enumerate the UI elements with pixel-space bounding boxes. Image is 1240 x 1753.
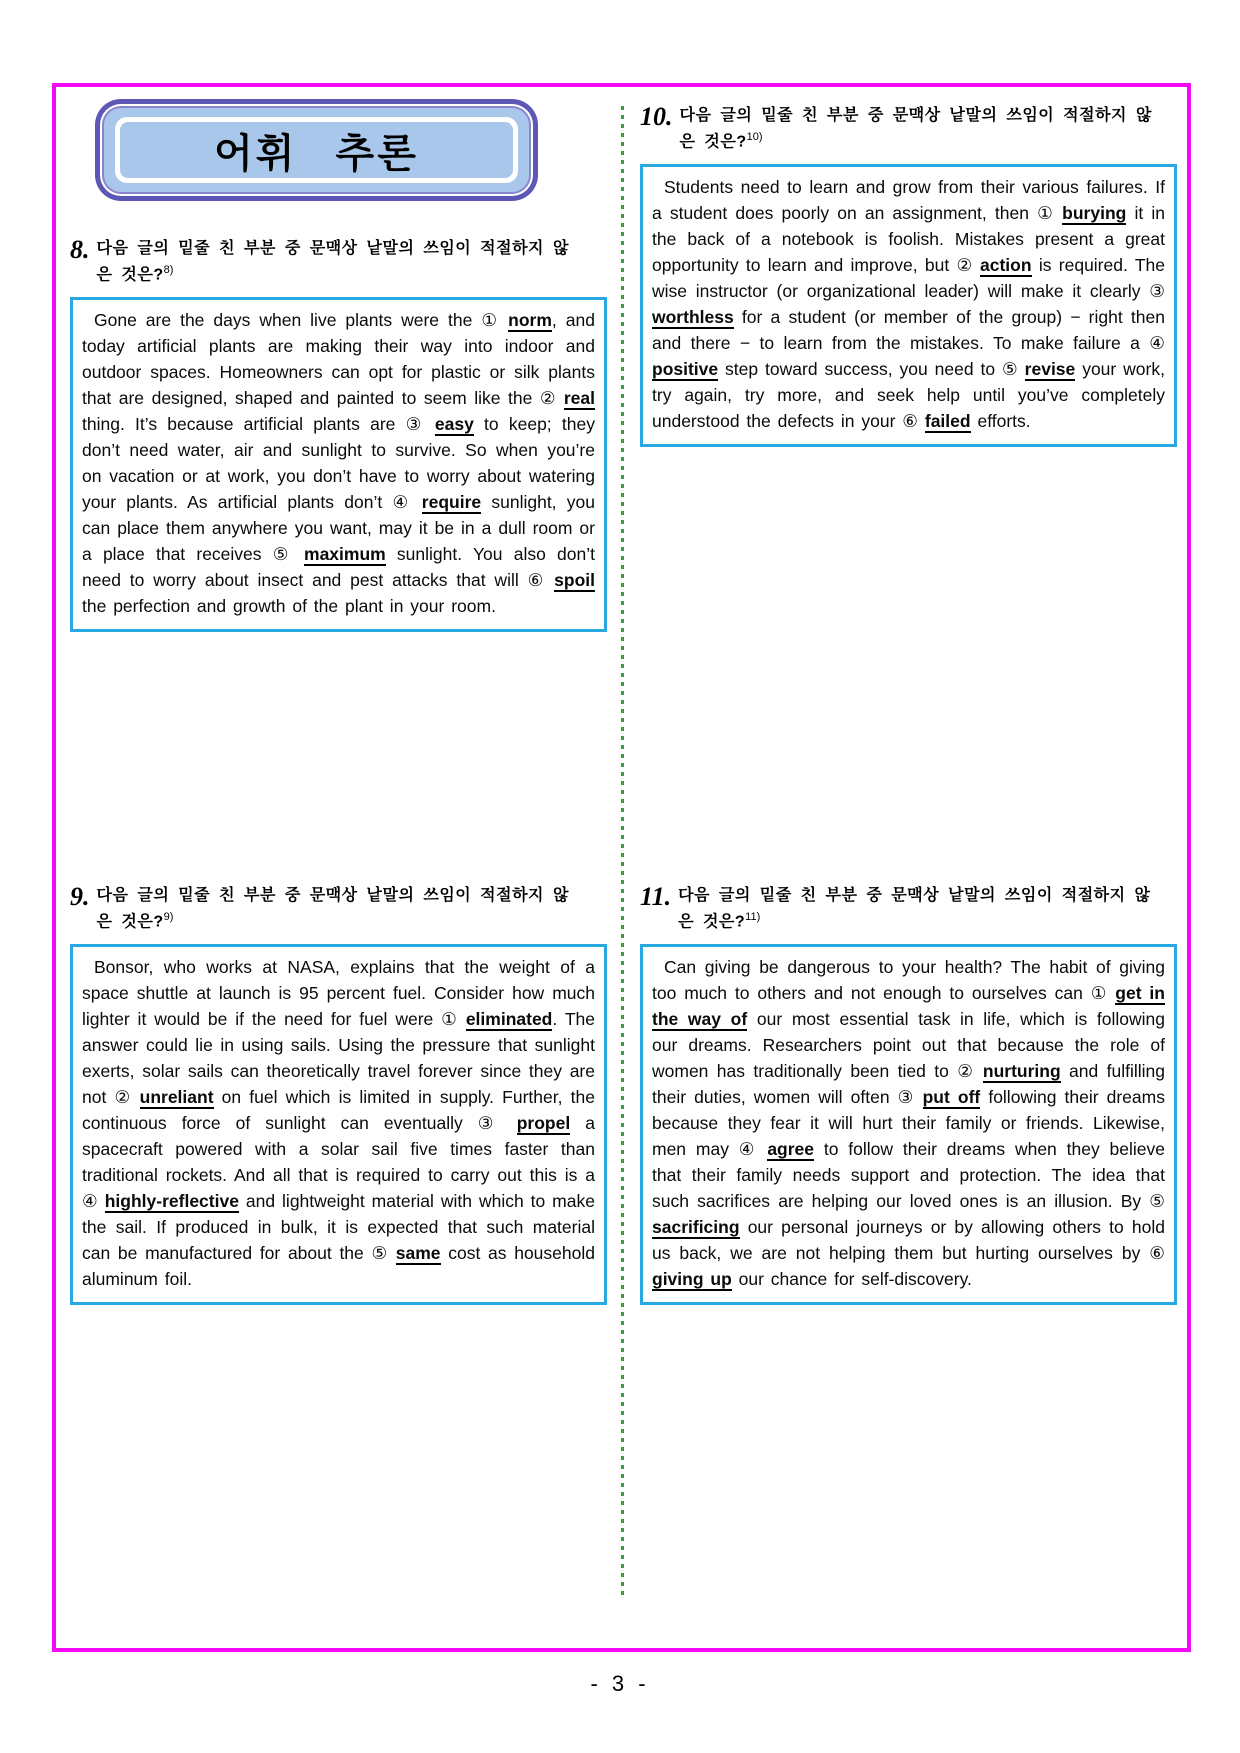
underlined-choice-word: same: [395, 1242, 441, 1263]
question-8-number: 8.: [70, 235, 90, 264]
question-9: [70, 884, 607, 1305]
underlined-choice-word: positive: [652, 358, 719, 379]
banner-ring-inner-white: [115, 117, 518, 183]
choice-number: ②: [114, 1086, 132, 1107]
question-11-prompt: [678, 884, 1164, 935]
underlined-choice-word: real: [563, 387, 595, 408]
question-10-number: 10.: [640, 102, 673, 131]
banner-band-blue: [104, 108, 529, 192]
question-10-prompt-text: 다음 글의 밑줄 친 부분 중 문맥상 낱말의 쓰임이 적절하지 않은 것은?: [679, 107, 1152, 151]
question-8: [70, 237, 607, 632]
question-9-passage-box: [70, 944, 607, 1305]
underlined-choice-word: eliminated: [465, 1008, 553, 1029]
choice-number: ①: [1037, 202, 1055, 223]
question-10-passage-box: [640, 164, 1177, 447]
section-title: 어휘 추론: [214, 131, 419, 176]
question-8-passage: Gone are the days when live plants were the ① norm, and today artificial plants are making their way into indoor and outdoor spaces. Homeowners can opt for plastic or silk plants that are designed, shaped and painted to seem like the ② real thing. It’s because artificial plants are ③ easy to keep; they don’t need water, air and sunlight to survive. So when you’re on vacation or at work, you don’t have to worry about watering your plants. As artificial plants don’t ④ require sunlight, you can place them anywhere you want, may it be in a dull room or a place that receives ⑤ maximum sunlight. You also don’t need to worry about insect and pest attacks that will ⑥ spoil the perfection and growth of the plant in your room.: [82, 309, 595, 616]
page-number: - 3 -: [590, 1671, 650, 1696]
choice-number: ⑤: [1149, 1190, 1165, 1211]
choice-number: ③: [897, 1086, 915, 1107]
choice-number: ⑥: [1149, 1242, 1165, 1263]
choice-number: ③: [477, 1112, 502, 1133]
underlined-choice-word: put off: [922, 1086, 981, 1107]
choice-number: ④: [1149, 332, 1165, 353]
underlined-choice-word: easy: [434, 413, 474, 434]
question-10: [640, 104, 1177, 447]
underlined-choice-word: nurturing: [982, 1060, 1061, 1081]
banner-ring-outer-purple: [95, 99, 538, 201]
underlined-choice-word: worthless: [652, 306, 734, 327]
choice-number: ④: [392, 491, 412, 512]
choice-number: ③: [1149, 280, 1165, 301]
question-10-footnote: 10): [746, 130, 763, 143]
underlined-choice-word: highly-reflective: [104, 1190, 239, 1211]
banner-ring-inner-purple: [102, 106, 531, 194]
underlined-choice-word: failed: [924, 410, 971, 431]
question-11-prompt-text: 다음 글의 밑줄 친 부분 중 문맥상 낱말의 쓰임이 적절하지 않은 것은?: [678, 887, 1151, 931]
question-8-footnote: 8): [163, 263, 174, 276]
question-9-number: 9.: [70, 882, 90, 911]
question-9-header: [70, 884, 607, 935]
question-9-footnote: 9): [163, 910, 174, 923]
choice-number: ⑤: [371, 1242, 389, 1263]
question-9-passage: Bonsor, who works at NASA, explains that the weight of a space shuttle at launch is 95 percent fuel. Consider how much lighter it would be if the need for fuel were ① eliminated. The answer could lie in using sails. Using the pressure that sunlight exerts, solar sails can theoretically travel forever since they are not ② unreliant on fuel which is limited in supply. Further, the continuous force of sunlight can eventually ③ propel a spacecraft powered with a solar sail five times faster than traditional rockets. And all that is required to carry out this is a ④ highly-reflective and lightweight material with which to make the sail. If produced in bulk, it is expected that such material can be manufactured for about the ⑤ same cost as household aluminum foil.: [82, 956, 595, 1289]
choice-number: ⑥: [527, 569, 546, 590]
underlined-choice-word: maximum: [304, 543, 386, 564]
section-title-banner: [95, 99, 538, 201]
underlined-choice-word: burying: [1062, 202, 1127, 223]
choice-number: ④: [82, 1190, 98, 1211]
underlined-choice-word: propel: [516, 1112, 571, 1133]
question-8-passage-box: [70, 297, 607, 632]
question-8-prompt: [97, 237, 583, 288]
question-11-passage: Can giving be dangerous to your health? The habit of giving too much to others and not enough to ourselves can ① get in the way of our most essential task in life, which is following our dreams. Researchers point out that because the role of women has traditionally been tied to ② nurturing and fulfilling their duties, women will often ③ put off following their dreams because they fear it will hurt their family or friends. Likewise, men may ④ agree to follow their dreams when they believe that their family needs support and protection. The idea that such sacrifices are helping our loved ones is an illusion. By ⑤ sacrificing our personal journeys or by allowing others to hold us back, we are not helping them but hurting ourselves by ⑥ giving up our chance for self-discovery.: [652, 956, 1165, 1289]
question-10-header: [640, 104, 1177, 155]
banner-ring-white: [100, 104, 533, 196]
question-11-number: 11.: [640, 882, 672, 911]
question-8-prompt-text: 다음 글의 밑줄 친 부분 중 문맥상 낱말의 쓰임이 적절하지 않은 것은?: [96, 240, 569, 284]
underlined-choice-word: action: [979, 254, 1032, 275]
underlined-choice-word: norm: [508, 309, 552, 330]
underlined-choice-word: unreliant: [139, 1086, 214, 1107]
question-9-prompt: [97, 884, 583, 935]
column-divider-dotted-line: [621, 106, 624, 1596]
banner-center: [120, 122, 513, 178]
question-11-header: [640, 884, 1177, 935]
underlined-choice-word: revise: [1024, 358, 1076, 379]
underlined-choice-word: agree: [767, 1138, 815, 1159]
choice-number: ②: [539, 387, 557, 408]
question-8-header: [70, 237, 607, 288]
choice-number: ⑤: [272, 543, 293, 564]
choice-number: ①: [1090, 982, 1108, 1003]
question-10-passage: Students need to learn and grow from their various failures. If a student does poorly on an assignment, then ① burying it in the back of a notebook is foolish. Mistakes present a great opportunity to learn and improve, but ② action is required. The wise instructor (or organizational leader) will make it clearly ③ worthless for a student (or member of the group) − right then and there − to learn from the mistakes. To make failure a ④ positive step toward success, you need to ⑤ revise your work, try again, try more, and seek help until you’ve completely understood the defects in your ⑥ failed efforts.: [652, 176, 1165, 431]
choice-number: ②: [956, 254, 973, 275]
question-10-prompt: [680, 104, 1166, 155]
choice-number: ③: [405, 413, 425, 434]
underlined-choice-word: sacrificing: [652, 1216, 740, 1237]
choice-number: ①: [441, 1008, 458, 1029]
question-11-footnote: 11): [745, 910, 761, 923]
question-11-passage-box: [640, 944, 1177, 1305]
question-9-prompt-text: 다음 글의 밑줄 친 부분 중 문맥상 낱말의 쓰임이 적절하지 않은 것은?: [96, 887, 569, 931]
underlined-choice-word: spoil: [554, 569, 595, 590]
choice-number: ②: [957, 1060, 975, 1081]
choice-number: ①: [481, 309, 500, 330]
underlined-choice-word: get in the way of: [652, 982, 1165, 1029]
underlined-choice-word: giving up: [652, 1268, 732, 1289]
underlined-choice-word: require: [421, 491, 482, 512]
choice-number: ⑥: [902, 410, 918, 431]
question-11: [640, 884, 1177, 1305]
choice-number: ④: [738, 1138, 758, 1159]
choice-number: ⑤: [1002, 358, 1018, 379]
